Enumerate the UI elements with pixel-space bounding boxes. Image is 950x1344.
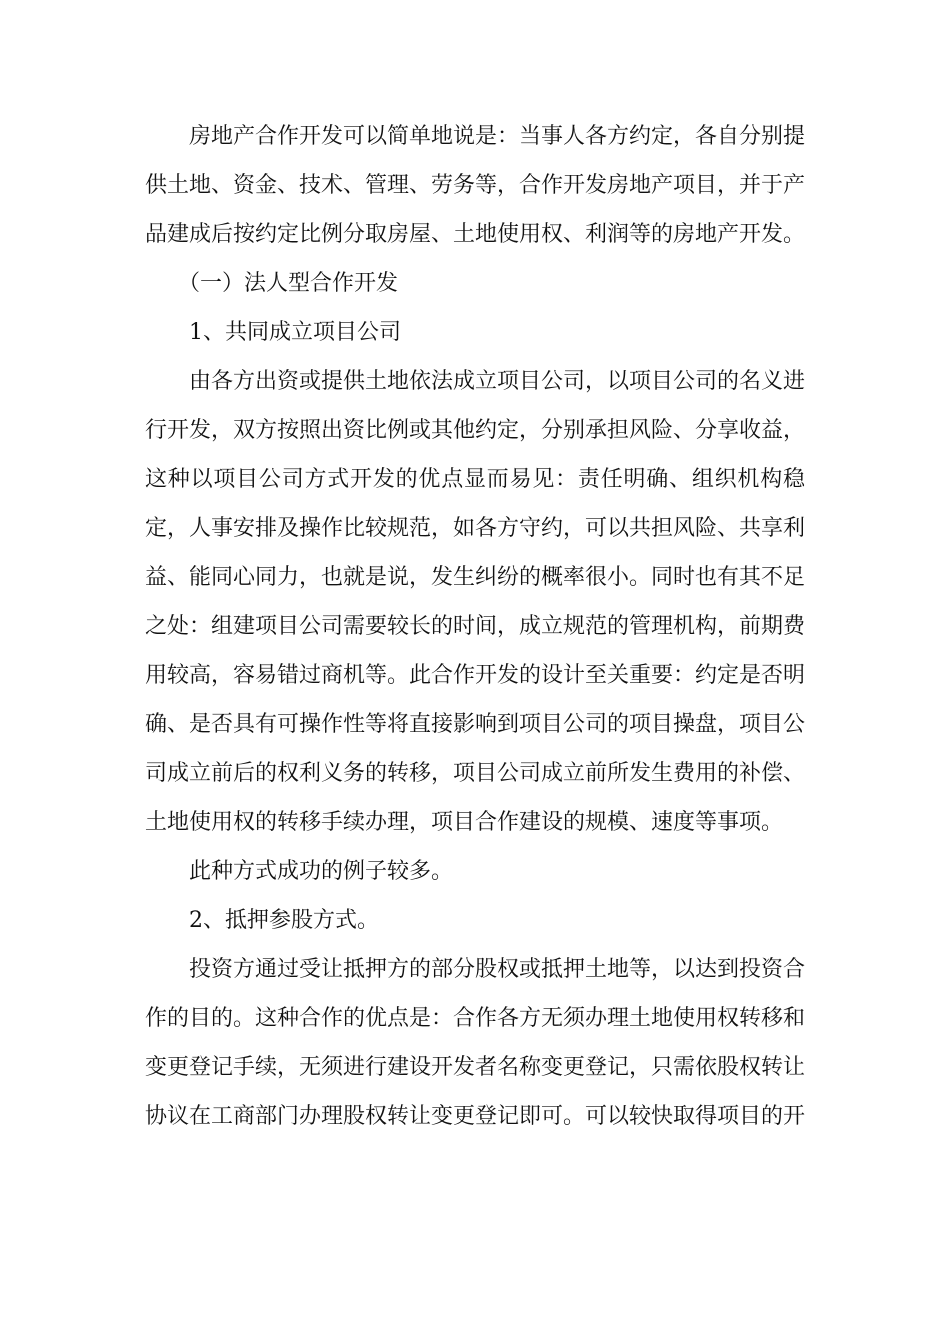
subheading-joint-project-company: 1、共同成立项目公司 [189,320,401,345]
subheading-mortgage-equity: 2、抵押参股方式。 [189,908,379,933]
paragraph-project-company: 由各方出资或提供土地依法成立项目公司，以项目公司的名义进行开发，双方按照出资比例或其他约定，分别承担风险、分享收益，这种以项目公司方式开发的优点显而易见：责任明确、组织机构稳定，人事安排及操作比较规范，如各方守约，可以共担风险、共享利益、能同心同力，也就是说，发生纠纷的概率很小。同时也有其不足之处：组建项目公司需要较长的时间，成立规范的管理机构，前期费用较高，容易错过商机等。此合作开发的设计至关重要：约定是否明确、是否具有可操作性等将直接影响到项目公司的项目操盘，项目公司成立前后的权利义务的转移，项目公司成立前所发生费用的补偿、土地使用权的转移手续办理，项目合作建设的规模、速度等事项。 [145,369,806,835]
paragraph-intro: 房地产合作开发可以简单地说是：当事人各方约定，各自分别提供土地、资金、技术、管理、劳务等，合作开发房地产项目，并于产品建成后按约定比例分取房屋、土地使用权、利润等的房地产开发。 [145,124,806,247]
paragraph-success-examples: 此种方式成功的例子较多。 [189,859,454,884]
paragraph-mortgage-equity: 投资方通过受让抵押方的部分股权或抵押土地等，以达到投资合作的目的。这种合作的优点是：合作各方无须办理土地使用权转移和变更登记手续，无须进行建设开发者名称变更登记，只需依股权转让协议在工商部门办理股权转让变更登记即可。可以较快取得项目的开 [145,957,806,1129]
section-heading-legal-person-cooperation: （一）法人型合作开发 [178,271,399,296]
document-body [145,112,805,1141]
